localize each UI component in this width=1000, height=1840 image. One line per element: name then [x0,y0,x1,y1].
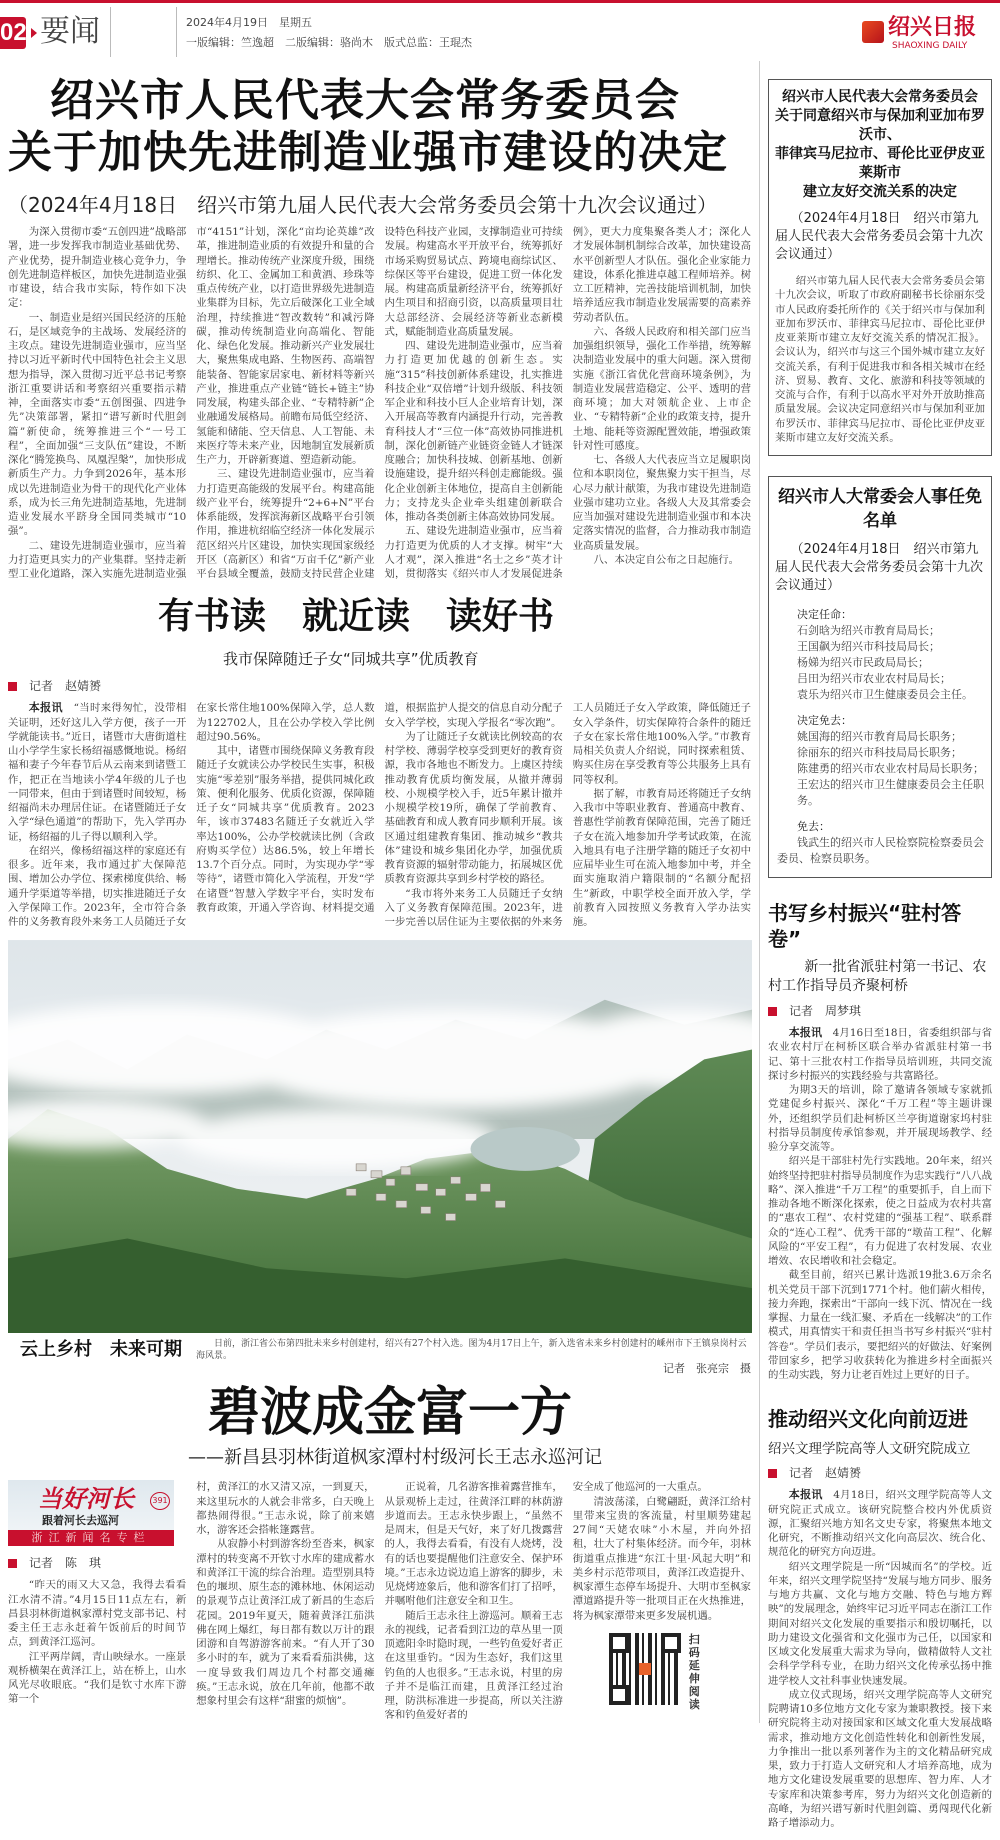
reporter-byline: 记者 赵婧赟 [768,1464,992,1482]
paragraph: 四、建设先进制造业强市，应当着力打造更加优越的创新生态。实施“315”科技创新体系建设，扎实推进科技企业“双倍增”计划升级版、科技领军企业和科技小巨人企业培育计划，深入开展高等教育内涵提升行动，完善教育科技人才“三位一体”高效协同推进机制，深化创新链产业链资金链人才链深度融合；加快科技城、创新基地、创新设施建设，提升绍兴科创走廊能级。强化企业创新主体地位，提高自主创新能力；支持龙头企业牵头组建创新联合体，推动各类创新主体高效协同发展。 [384,340,563,523]
divider [176,7,177,57]
paragraph: 江平两岸阔，青山映绿水。一座景观桥横架在黄泽江上，站在桥上，山水风光尽收眼底。“我们是钦寸水库下游第一个 [8,1650,187,1706]
arrow-icon [31,28,37,38]
divider [110,7,111,57]
paragraph: 绍兴市第九届人民代表大会常务委员会第十九次会议，听取了市政府副秘书长徐丽东受市人民政府委托所作的《关于绍兴市与保加利亚加布罗沃市、菲律宾马尼拉市、哥伦比亚伊皮亚莱斯市建立友好交流关系的情况汇报》。会议认为，绍兴市与这三个国外城市建立友好交流关系，有利于促进我市和各相关城市在经济、贸易、教育、文化、旅游和科技等领域的交流与合作，有利于以高水平对外开放助推高质量发展。会议决定同意绍兴市与保加利亚加布罗沃市、菲律宾马尼拉市、哥伦比亚伊皮亚莱斯市建立友好交流关系。 [775,275,985,444]
bullet-square-icon [768,1007,777,1016]
right-column [768,61,992,1830]
bullet-square-icon [8,682,17,691]
banner-column-label: 浙江新闻名专栏 [8,1530,174,1546]
paragraph: 为深入贯彻市委“五创四进”战略部署，进一步发挥我市制造业基础优势、产业优势，提升制造业核心竞争力，争创先进制造样板区，加快先进制造业强市建设，结合我市实际，特作如下决定： [8,226,187,310]
friendship-decision-box [768,79,992,456]
lead-label: 本报讯 [788,1488,823,1502]
editors: 一版编辑：竺逸超 二版编辑：骆尚木 版式总监：王琨杰 [186,36,472,49]
paragraph: 六、各级人民政府和相关部门应当加强组织领导，强化工作举措，统筹解决制造业发展中的重大问题。深入贯彻实施《浙江省优化营商环境条例》，为制造业发展营造稳定、公平、透明的营商环境；加大对领航企业、上市企业、“专精特新”企业的政策支持，提升土地、能耗等资源配置效能，增强政策针对性可感度。 [572,325,751,452]
river-article-body [8,1480,751,1722]
list-item: 石剑晗为绍兴市教育局局长； [797,624,940,637]
reporter-byline: 记者 周梦琪 [768,1002,992,1020]
banner-number: 391 [150,1492,170,1510]
box-title: 绍兴市人大常委会人事任免名单 [778,487,982,531]
reporter-byline: 记者 陈 琪 [8,1554,186,1572]
box-title: 绍兴市人民代表大会常务委员会 [782,89,978,105]
photo-credit: 记者 张亮宗 摄 [663,1362,751,1376]
list-item: 徐丽东的绍兴市科技局局长职务； [797,746,962,759]
paragraph: “我市将外来务工人员随迁子女纳入了义务教育保障范围。2023年，进一步完善以居住证为主要依据的外来务工人员随迁子女入学政策，降低随迁子女入学条件，切实保障符合条件的随迁子女在家长常住地100%入学。”市教育局相关负责人介绍说，同时探索租赁、购买住房在享受教育等公共服务上具有同等权利。 [384,702,751,928]
paragraph: 三、建设先进制造业强市，应当着力打造更高能级的发展平台。构建高能级产业平台，统筹提升“2+6+N”平台体系能级，发挥滨海新区战略平台引领作用，推进杭绍临空经济一体化发展示范区绍兴片区建设，加快实现国家级经开区（高新区）和省“万亩千亿”新产业平台县域全覆盖，鼓励支持民营企业建设特色科技产业园，支撑制造业可持续发展。构建高水平开放平台，统筹抓好市场采购贸易试点、跨境电商综试区、综保区等平台建设，促进工贸一体化发展。构建高质量新经济平台，统筹抓好内生项目和招商引资，以高质量项目壮大总部经济、会展经济等新业态新模式，赋能制造业高质量发展。 [196,226,563,580]
list-item: 吕田为绍兴市农业农村局局长； [797,672,951,685]
remove-heading: 决定免去： [797,714,852,727]
paragraph: 安全成了他巡河的一大重点。 [572,1481,708,1494]
paragraph: 截至目前，绍兴已累计选派19批3.6万余名机关党员干部下沉到1771个村。他们薪火相传，接力奔跑，探索出“干部向一线下沉、情况在一线掌握、力量在一线汇聚、矛盾在一线解决”的工作模式，用真情实干和责任担当书写乡村振兴“驻村答卷”。学员们表示，要把绍兴的好做法、好案例带回家乡，把学习收获转化为推进乡村全面振兴的生动实践，努力让老百姓过上更好的日子。 [768,1269,992,1381]
photo-caption: 日前，浙江省公布第四批未来乡村创建村，绍兴有27个村入选。图为4月17日上午，新入选省未来乡村创建村的嵊州市下王镇泉岗村云海风景。 [196,1339,747,1362]
main-title-line2: 关于加快先进制造业强市建设的决定 [8,127,728,178]
list-item: 王国飙为绍兴市科技局局长； [797,640,940,653]
village-title: 书写乡村振兴“驻村答卷” [768,901,962,951]
page-number: 02 [0,17,26,49]
main-article-body [8,225,751,581]
main-subtitle: （2024年4月18日 绍兴市第九届人民代表大会常务委员会第十九次会议通过） [8,193,718,217]
column-banner [8,1480,174,1546]
list-item: 王宏达的绍兴市卫生健康委员会主任职务。 [797,778,984,807]
village-photo [8,939,752,1334]
paragraph: 其中，诸暨市围绕保障义务教育段随迁子女就读公办学校民生实事，积极实施“零差别”服务举措，提供同城化政策、便利化服务、优质化资源，保障随迁子女“同城共享”优质教育。2023年，该市37483名随迁子女就近入学率达100%，公办学校就读比例（含政府购买学位）达86.5%，较上年增长13.7个百分点。同时，为实现办学“零等待”，诸暨市简化入学流程，开发“学在诸暨”智慧入学数字平台，实时发布教育政策，开通入学咨询、材料提交通道，根据监护人提交的信息自动分配子女入学学校，实现入学报名“零次跑”。 [196,702,563,914]
bullet-square-icon [8,1559,17,1568]
paragraph: 从寂静小村到游客纷至沓来，枫家潭村的转变离不开钦寸水库的建成蓄水和黄泽江干流的综合治理。造型别具特色的堰坝、原生态的滩林地、休闲运动的景观节点让黄泽江成了新昌的生态后花园。2019年夏天，随着黄泽江茄洪佛在网上爆红，每日都有数以万计的跟团游和自驾游游客前来。“有人开了30多小时的车，就为了来看看茄洪佛，这一度导致我们周边几个村都交通瘫痪。”王志永说，放在几年前，他都不敢想象村里会有这样“甜蜜的烦恼”。 [196,1538,375,1707]
education-article-body: 本报讯 “当时来得匆忙，没带相关证明，还好这儿入学方便，孩子一开学就能读书。”近日，诸暨市大唐街道柱山小学学生家长杨绍福感慨地说。杨绍福和妻子今年春节后从云南来到诸暨工作，把正在当地读小学4年级的儿子也一同带来，但由于到诸暨时间较短，杨绍福尚未办理居住证。在诸暨随迁子女入学“绿色通道”的帮助下，先入学再办证，杨绍福的儿子得以顺利入学。 在绍兴，像杨绍福这样的家庭还有很多。近年来，我市通过扩大保障范围、增加公办学位、探索梯度供给、畅通升学渠道等举措，切实推进随迁子女入学保障工作。2023年，全市符合条件的义务教育段外来务工人员随迁子女在家长常住地100%保障入学，总人数为122702人，且在公办学校入学比例超过90.56%。 其中，诸暨市围绕保障义务教育段随迁子女就读公办学校民生实事，积极实施“零差别”服务举措，提供同城化政策、便利化服务、优质化资源，保障随迁子女“同城共享”优质教育。2023年，该市37483名随迁子女就近入学率达100%，公办学校就读比例（含政府购买学位）达86.5%，较上年增长13.7个百分点。同时，为实现办学“零等待”，诸暨市简化入学流程，开发“学在诸暨”智慧入学数字平台，实时发布教育政策，开通入学咨询、材料提交通道，根据监护人提交的信息自动分配子女入学学校，实现入学报名“零次跑”。 为了让随迁子女就读比例较高的农村学校、薄弱学校享受到更好的教育资源，我市各地也不断发力。上虞区持续推动教育优质均衡发展，从撤并薄弱校、小规模学校入手，近5年累计撤并小规模学校19所，确保了学前教育、基础教育和成人教育同步顺利开展。该区通过组建教育集团、推动城乡“教共体”建设和城乡集团化办学，加强优质教育资源的辐射带动能力，拓展城区优质教育资源共享到乡村学校的路径。 “我市将外来务工人员随迁子女纳入了义务教育保障范围。2023年，进一步完善以居住证为主要依据的外来务工人员随迁子女入学政策，降低随迁子女入学条件，切实保障符合条件的随迁子女在家长常住地100%入学。”市教育局相关负责人介绍说，同时探索租赁、购买住房在享受教育等公共服务上具有同等权利。 据了解，市教育局还将随迁子女纳入我市中等职业教育、普通高中教育、普惠性学前教育保障范围，完善了随迁子女在流入地参加升学考试政策，在流入地具有电子注册学籍的随迁子女初中应届毕业生可在流入地参加中考，并全面实施取消户籍限制的“名额分配招生”新政，中职学校全面开放入学，学前教育入园按照义务教育入学办法实施。 [8,701,751,928]
paragraph: 随后王志永往上游巡河。顺着王志永的视线，记者看到江边的草丛里一顶顶遮阳伞时隐时现，一些钓鱼爱好者正在这里垂钓。“因为生态好，我们这里钓鱼的人也很多。”王志永说，村里的房子并不是临江而建，且黄泽江经过治理，防洪标准进一步提高，所以关注游客和钓鱼爱好者的 [384,1609,563,1722]
paragraph: 一、制造业是绍兴国民经济的压舱石，是区域竞争的主战场、发展经济的主攻点。建设先进制造业强市，应当坚持以习近平新时代中国特色社会主义思想为指导，深入贯彻习近平总书记考察浙江重要讲话和考察绍兴重要指示精神，全面落实市委“五创图强、四进争先”决策部署，紧扣“谱写新时代胆剑篇”新使命，统筹推进三个“一号工程”，全面加强“三支队伍”建设，不断深化“腾笼换鸟、凤凰涅槃”，加快形成新质生产力。力争到2026年，基本形成以先进制造业为骨干的现代化产业体系，成为长三角先进制造基地，先进制造业发展水平跻身全国同类城市“10强”。 [8,311,187,538]
dismiss-heading: 免去： [797,820,830,833]
qr-block [609,1633,751,1711]
paragraph: 二、建设先进制造业强市，应当着力打造更具实力的产业集群。坚持走新型工业化道路，深入实施先进制造业强市“4151”计划，深化“亩均论英雄”改革，推进制造业质的有效提升和量的合理增长。推动传统产业深度升级，围绕纺织、化工、金属加工和黄酒、珍珠等重点传统产业，以打造世界级先进制造业集群为目标，先立后破深化工业全域治理，持续推进“智改数转”和减污降碳，推动传统制造业向高端化、智能化、绿色化发展。推动新兴产业发展壮大，聚焦集成电路、生物医药、高端智能装备、智能家居家电、新材料等新兴产业，推进重点产业链“链长+链主”协同发展，构建头部企业、“专精特新”企业融通发展格局。前瞻布局低空经济、氢能和储能、空天信息、人工智能、未来医疗等未来产业，因地制宜发展新质生产力，开辟新赛道、塑造新动能。 [8,226,375,580]
river-title: 碧波成金富一方 [208,1383,573,1444]
box-subtitle: （2024年4月18日 绍兴市第九届人民代表大会常务委员会第十九次会议通过） [775,542,984,593]
main-title-line1: 绍兴市人民代表大会常务委员会 [50,75,680,126]
paragraph: 村，黄泽江的水又清又凉，一到夏天，来这里玩水的人就会非常多，白天晚上都热闹得很。”王志永说，除了前来嬉水，游客还会搭帐篷露营。 [196,1481,375,1536]
list-item: 陈建勇的绍兴市农业农村局局长职务； [797,762,984,775]
qr-label: 扫码延伸阅读 [688,1632,700,1711]
paragraph: 清波荡漾，白鹭翩跹，黄泽江给村里带来宝贵的客流量，村里顺势建起27间“天姥农味”小木屋，并向外招租，壮大了村集体经济。而今年，羽林街道重点推进“东江十里·风起大明”和美乡村示范带项目，黄泽江改造提升、枫家潭生态停车场提升、大明市至枫家潭道路提升等一批项目正在火热推进，将为枫家潭带来更多发展机遇。 [572,1495,751,1622]
banner-subtitle: 跟着河长去巡河 [42,1514,119,1528]
lead-label: 本报讯 [788,1026,823,1039]
box-title: 建立友好交流关系的决定 [803,184,957,200]
section-name: 要闻 [40,14,100,49]
paragraph: 成立仪式现场，绍兴文理学院高等人文研究院聘请10多位地方文化专家为兼职教授。接下来研究院将主动对接国家和区域文化重大发展战略需求，推动地方文化创造性转化和创新性发展，力争推出一批以系列著作为主的文化精品研究成果，致力于打造人文研究和人才培养高地，成为地方文化建设发展重要的思想库、智力库、人才专家库和决策参考库，努力为绍兴文化创造新的高峰，为绍兴谱写新时代胆剑篇、勇闯现代化新路子增添动力。 [768,1688,992,1829]
box-subtitle: （2024年4月18日 绍兴市第九届人民代表大会常务委员会第十九次会议通过） [775,211,984,262]
photo-title: 云上乡村 未来可期 [20,1339,182,1361]
paragraph: 正说着，几名游客推着露营推车，从景观桥上走过，往黄泽江畔的林荫游步道而去。王志永快步跟上，“虽然不是周末，但是天气好，来了好几拨露营的人，我得去看看，有没有人烧烤，没有的话也要提醒他们注意安全、保护环境。”王志永边说边追上游客的脚步，未见烧烤迹象后，他和游客们打了招呼，并嘱咐他们注意安全和卫生。 [384,1481,563,1608]
appoint-heading: 决定任命： [797,608,852,621]
page-header [0,3,1000,61]
culture-subtitle: 绍兴文理学院高等人文研究院成立 [768,1441,971,1458]
banner-title: 当好河长 [38,1484,134,1514]
education-title: 有书读 就近读 读好书 [158,596,555,638]
paragraph: 为了让随迁子女就读比例较高的农村学校、薄弱学校享受到更好的教育资源，我市各地也不断发力。上虞区持续推动教育优质均衡发展，从撤并薄弱校、小规模学校入手，近5年累计撤并小规模学校19所，确保了学前教育、基础教育和成人教育同步顺利开展。该区通过组建教育集团、推动城乡“教共体”建设和城乡集团化办学，加强优质教育资源的辐射带动能力，拓展城区优质教育资源共享到乡村学校的路径。 [384,730,563,886]
education-subtitle: 我市保障随迁子女“同城共享”优质教育 [223,650,479,669]
village-article-body: 本报讯 4月16日至18日，省委组织部与省农业农村厅在柯桥区联合举办省派驻村第一书记、第十三批农村工作指导员培训班，共同交流探讨乡村振兴的实践经验与共富路径。 为期3天的培训，除了邀请各领域专家就抓党建促乡村振兴、深化“千万工程”等主题讲课外，还组织学员们赴柯桥区兰亭街道谢家坞村驻村指导员制度传承馆参观，并开展现场教学、经验分享交流等。 绍兴是干部驻村先行实践地。20年来，绍兴始终坚持把驻村指导员制度作为忠实践行“八八战略”、深入推进“千万工程”的重要抓手，自上而下推动各地不断深化探索，使之日益成为农村共富的“惠农工程”、农村党建的“强基工程”、联系群众的“连心工程”、优秀干部的“墩苗工程”、化解风险的“平安工程”，有力促进了农村发展、农业增效、农民增收和社会稳定。 截至目前，绍兴已累计选派19批3.6万余名机关党员干部下沉到1771个村。他们薪火相传，接力奔跑，探索出“干部向一线下沉、情况在一线掌握、力量在一线汇聚、矛盾在一线解决”的工作模式，用真情实干和责任担当书写乡村振兴“驻村答卷”。学员们表示，要把绍兴的好做法、好案例带回家乡，把学习收获转化为推进乡村全面振兴的生动实践，努力让老百姓过上更好的日子。 [768,1026,993,1381]
reporter-byline: 记者 赵婧赟 [8,677,751,695]
paragraph: 为期3天的培训，除了邀请各领域专家就抓党建促乡村振兴、深化“千万工程”等主题讲课外，还组织学员们赴柯桥区兰亭街道谢家坞村驻村指导员制度传承馆参观，并开展现场教学、经验分享交流等。 [768,1084,992,1153]
paragraph: 绍兴是干部驻村先行实践地。20年来，绍兴始终坚持把驻村指导员制度作为忠实践行“八八战略”、深入推进“千万工程”的重要抓手，自上而下推动各地不断深化探索，使之日益成为农村共富的“惠农工程”、农村党建的“强基工程”、联系群众的“连心工程”、优秀干部的“墩苗工程”、化解风险的“平安工程”，有力促进了农村发展、农业增效、农民增收和社会稳定。 [768,1155,992,1267]
box-title: 关于同意绍兴市与保加利亚加布罗沃市、 [775,108,985,143]
lead-label: 本报讯 [28,701,63,715]
river-subtitle: ——新昌县羽林街道枫家潭村村级河长王志永巡河记 [188,1447,602,1469]
paragraph: 五、建设先进制造业强市，应当着力打造更为优质的人才支撑。树牢“大人才观”，深入推进“名士之乡”英才计划，贯彻落实《绍兴市人才发展促进条例》，更大力度集聚各类人才；深化人才发展体制机制综合改革，加快建设高水平创新型人才队伍。强化企业家能力建设，体系化推进卓越工程师培养。树立工匠精神，完善技能培训机制，加快培养适应我市制造业发展需要的高素养劳动者队伍。 [384,226,751,580]
list-item: 袁乐为绍兴市卫生健康委员会主任。 [797,688,973,701]
caption-bar [8,1338,751,1376]
village-subtitle: 新一批省派驻村第一书记、农村工作指导员齐聚柯桥 [768,959,987,994]
paragraph: 绍兴文理学院是一所“因城而名”的学校。近年来，绍兴文理学院坚持“发展与地方同步、服务与地方共赢、文化与地方交融、特色与地方辉映”的发展理念，始终牢记习近平同志在浙江工作期间对绍兴文化发展的重要指示和殷切嘱托，以助力建设文化强省和文化强市为己任，以国家和区域文化发展重大需求为导向，做精做特人文社会科学学科专业，在助力绍兴文化传承弘扬中推进学校人文社科事业快速发展。 [768,1560,992,1687]
paragraph: 七、各级人大代表应当立足履职岗位和本职岗位，聚焦聚力实干担当，尽心尽力献计献策，为我市建设先进制造业强市建功立业。各级人大及其常委会应当加强对建设先进制造业强市和本决定落实情况的监督，合力推动我市制造业高质量发展。 [572,454,751,552]
paragraph: 在绍兴，像杨绍福这样的家庭还有很多。近年来，我市通过扩大保障范围、增加公办学位、探索梯度供给、畅通升学渠道等举措，切实推进随迁子女入学保障工作。2023年，全市符合条件的义务教育段外来务工人员随迁子女在家长常住地100%保障入学，总人数为122702人，且在公办学校入学比例超过90.56%。 [8,702,375,928]
logo-icon [862,21,884,43]
personnel-list-box [768,476,992,878]
paragraph: 八、本决定自公布之日起施行。 [593,553,740,566]
list-item: 钱武生的绍兴市人民检察院检察委员会委员、检察员职务。 [777,836,984,865]
landscape-image [8,939,752,1334]
box-title: 菲律宾马尼拉市、哥伦比亚伊皮亚莱斯市 [775,146,985,181]
page-body [0,61,1000,1840]
culture-article-body: 本报讯 4月18日，绍兴文理学院高等人文研究院正式成立。该研究院整合校内外优质资源，汇聚绍兴地方知名文史专家，将聚焦本地文化研究，不断推动绍兴文化向高层次、统合化、规范化的研究方向迈进。 绍兴文理学院是一所“因城而名”的学校。近年来，绍兴文理学院坚持“发展与地方同步、服务与地方共赢、文化与地方交融、特色与地方辉映”的发展理念，始终牢记习近平同志在浙江工作期间对绍兴文化发展的重要指示和殷切嘱托，以助力建设文化强省和文化强市为己任，以国家和区域文化发展重大需求为导向，做精做特人文社会科学学科专业，在助力绍兴文化传承弘扬中推进学校人文社科事业快速发展。 成立仪式现场，绍兴文理学院高等人文研究院聘请10多位地方文化专家为兼职教授。接下来研究院将主动对接国家和区域文化重大发展战略需求，推动地方文化创造性转化和创新性发展，力争推出一批以系列著作为主的文化精品研究成果，致力于打造人文研究和人才培养高地，成为地方文化建设发展重要的思想库、智力库、人才专家库和决策参考库，努力为绍兴文化创造新的高峰，为绍兴谱写新时代胆剑篇、勇闯现代化新路子增添动力。 [768,1488,993,1829]
reservoir [471,1127,580,1171]
list-item: 杨娣为绍兴市民政局局长； [797,656,929,669]
paragraph: 据了解，市教育局还将随迁子女纳入我市中等职业教育、普通高中教育、普惠性学前教育保障范围，完善了随迁子女在流入地参加升学考试政策，在流入地具有电子注册学籍的随迁子女初中应届毕业生可在流入地参加中考，并全面实施取消户籍限制的“名额分配招生”新政，中职学校全面开放入学，学前教育入园按照义务教育入学办法实施。 [572,787,751,928]
bullet-square-icon [768,1469,777,1478]
qr-code-icon[interactable] [609,1633,681,1705]
issue-date: 2024年4月19日 星期五 [186,16,312,29]
paragraph: “昨天的雨又大又急，我得去看看江水清不清。”4月15日11点左右，新昌县羽林街道枫家潭村党支部书记、村委主任王志永赶着午饭前后的时间节点，到黄泽江巡河。 [8,1579,187,1649]
left-area [8,61,760,1723]
logo: 绍兴日报 [888,14,977,40]
logo-english: SHAOXING DAILY [892,41,968,51]
culture-title: 推动绍兴文化向前迈进 [768,1407,968,1432]
list-item: 姚国海的绍兴市教育局局长职务； [797,730,962,743]
